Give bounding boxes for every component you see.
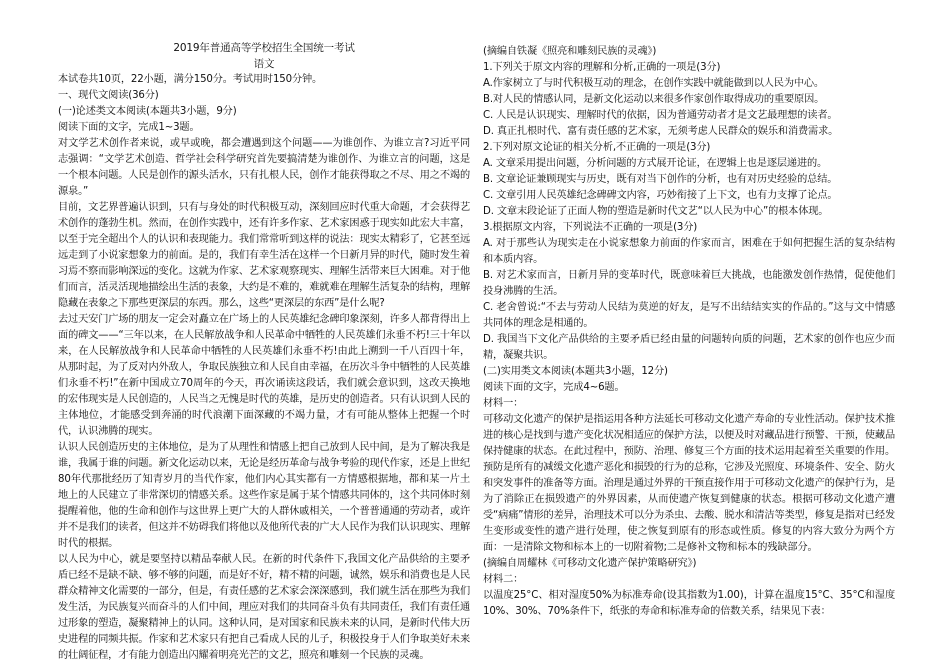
paragraph-2: 目前，文艺界普遍认识到，只有与身处的时代积极互动，深刻回应时代重大命题，才会获得艺术创作的蓬勃生机。然而，在创作实践中，还有许多作家、艺术家困惑于现实如此宏大丰富，以至于完全超出个人的认识和表现能力。我们常常听到这样的说法：现实太精彩了，它甚至远远走到了小说家想象力的前面。是的，我们有幸生活在这样一个日新月异的时代，随时发生着习焉不察而影响深远的变化。这就为作家、艺术家观察现实、理解生活带来巨大困难。对于他们而言，活灵活现地描绘出生活的表象，大约是不难的，难就难在理解生活复杂的结构，理解隐藏在表象之下那些更深层的东西。那么，这些“更深层的东西”是什么呢? [58, 202, 470, 309]
q3-option-a: A. 对于那些认为现实走在小说家想象力前面的作家而言，困难在于如何把握生活的复杂结构和本质内容。 [483, 238, 895, 265]
subject-title: 语文 [253, 58, 275, 70]
material-two-text: 以温度25°C、相对湿度50%为标准寿命(设其指数为1.00)，计算在温度15°C、35°C和湿度10%、30%、70%条件下，纸张的寿命和标准寿命的倍数关系，结果见下表： [483, 590, 895, 617]
exam-title: 2019年普通高等学校招生全国统一考试 [173, 42, 355, 54]
q2-option-b: B. 文章论证兼顾现实与历史，既有对当下创作的分析，也有对历史经验的总结。 [483, 174, 838, 185]
material-one-label: 材料一： [483, 398, 524, 409]
q3-option-c: C. 老舍曾说:“不去与劳动人民结为莫逆的好友，是写不出结结实实的作品的。”这与文中情感共同体的理念是相通的。 [483, 302, 895, 329]
q2-option-d: D. 文章末段论证了正面人物的塑造是新时代文艺“以人民为中心”的根本体现。 [483, 206, 829, 217]
question-2: 2.下列对原文论证的相关分析,不正确的一项是(3分) [483, 142, 711, 153]
sub-heading: (一)论述类文本阅读(本题共3小题，9分) [58, 106, 237, 117]
material-two-label: 材料二： [483, 574, 524, 585]
paragraph-3: 去过天安门广场的朋友一定会对矗立在广场上的人民英雄纪念碑印象深刻，许多人都背得出上面的碑文——“三年以来，在人民解放战争和人民革命中牺牲的人民英雄们永垂不朽!三十年以来，在人民解放战争和人民革命中牺牲的人民英雄们永垂不朽!由此上溯到一千八百四十年，从那时起，为了反对内外敌人，争取民族独立和人民自由幸福，在历次斗争中牺牲的人民英雄们永垂不朽!”在新中国成立70周年的今天，再次诵读这段话，我们就会意识到，这改天换地的宏伟现实是人民创造的，人民当之无愧是时代的英雄，是历史的创造者。只有认识到人民的主体地位，才能感受到奔涌的时代浪潮下面深藏的不竭力量，才有可能从整体上把握一个时代，认识沸腾的现实。 [58, 314, 470, 437]
left-column [58, 40, 470, 664]
material-one-text: 可移动文化遗产的保护是指运用各种方法延长可移动文化遗产寿命的专业性活动。保护技术推进的核心是找到与遗产变化状况相适应的保护方法，以便及时对藏品进行预警、干预，使藏品保持健康的状态。在此过程中，预防、治理、修复三个方面的技术运用起着至关重要的作用。预防是所有的减缓文化遗产恶化和损毁的行为的总称，它涉及光照度、环境条件、安全、防火和突发事件的准备等方面。治理是通过外界的干预直接作用于可移动文化遗产的保护行为，是为了消除正在损毁遗产的外界因素，从而使遗产恢复到健康的状态。根据可移动文化遗产遭受“病痛”情形的差异，治理技术可以分为杀虫、去酸、脱水和清洁等类型，修复是指对已经发生变形或变性的遗产进行处理，使之恢复到原有的形态或性质。修复的内容大致分为两个方面：一是清除文物和标本上的一切附着物;二是修补文物和标本的残缺部分。 [483, 414, 895, 553]
q1-option-d: D. 真正扎根时代、富有责任感的艺术家，无须考虑人民群众的娱乐和消费需求。 [483, 126, 839, 137]
q3-option-b: B. 对艺术家而言，日新月异的变革时代，既意味着巨大挑战，也能激发创作热情，促使他们投身沸腾的生活。 [483, 270, 895, 297]
paragraph-5: 以人民为中心，就是要坚持以精品奉献人民。在新的时代条件下,我国文化产品供给的主要矛盾已经不是缺不缺、够不够的问题，而是好不好，精不精的问题，诚然，娱乐和消费也是人民群众精神文化需要的一部分，但是，有责任感的艺术家会深深感到，我们就生活在那些为我们发生活，为民族复兴而奋斗的人们中间，理应对我们的共同奋斗负有共同责任，我们有责任通过形象的塑造，凝聚精神上的认同。这种认同，是对国家和民族未来的认同，是新时代伟大历史进程的同频共振。作家和艺术家只有把自己看成人民的儿子，积极投身于人们争取美好未来的壮阔征程，才有能力创造出闪耀着明亮光芒的文艺，照亮和雕刻一个民族的灵魂。 [58, 554, 470, 661]
q2-option-a: A. 文章采用提出问题，分析问题的方式展开论证，在逻辑上也是逐层递进的。 [483, 158, 828, 169]
q3-option-d: D. 我国当下文化产品供给的主要矛盾已经由量的问题转向质的问题，艺术家的创作也应少而精，凝聚共识。 [483, 334, 895, 361]
section-heading: 一、现代文阅读(36分) [58, 90, 159, 101]
q1-option-a: A.作家树立了与时代积极互动的理念，在创作实践中就能做到以人民为中心。 [483, 78, 824, 89]
reading-prompt-two: 阅读下面的文字，完成4~6题。 [483, 382, 625, 393]
q2-option-c: C. 文章引用人民英雄纪念碑碑文内容，巧妙衔接了上下文，也有力支撑了论点。 [483, 190, 838, 201]
instructions: 本试卷共10页，22小题，满分150分。考试用时150分钟。 [58, 74, 323, 85]
reading-prompt: 阅读下面的文字，完成1~3题。 [58, 122, 200, 133]
right-column [483, 44, 895, 620]
q1-option-b: B.对人民的情感认同，是新文化运动以来很多作家创作取得成功的重要原因。 [483, 94, 825, 105]
sub-heading-two: (二)实用类文本阅读(本题共3小题，12分) [483, 366, 668, 377]
paragraph-4: 认识人民创造历史的主体地位，是为了从理性和情感上把自己放到人民中间，是为了解决我是谁，我属于谁的问题。新文化运动以来，无论是经历革命与战争考验的现代作家，还是上世纪80年代那批经历了知青岁月的当代作家，他们内心其实都有一方情感根据地，都和某一片土地上的人民建立了非常深切的情感关系。这些作家是属于某个情感共同体的，这个共同体时刻提醒着他，他的生命和创作与这世界上更广大的人群休戚相关，一个普普通通的劳动者，或许并不是我们的读者，但这并不妨碍我们将他以及他所代表的广大人民作为我们认识现实、理解时代的根据。 [58, 442, 470, 549]
question-1: 1.下列关于原文内容的理解和分析,正确的一项是(3分) [483, 62, 721, 73]
material-one-source: (摘编自周耀林《可移动文化遗产保护策略研究》) [483, 558, 697, 569]
paragraph-1: 对文学艺术创作者来说，或早或晚，都会遭遇到这个问题——为谁创作、为谁立言?习近平同志强调：“文学艺术创造、哲学社会科学研究首先要搞清楚为谁创作、为谁立言的问题，这是一个根本问题。人民是创作的源头活水，只有扎根人民，创作才能获得取之不尽、用之不竭的源泉。” [58, 138, 470, 197]
article-source: (摘编自铁凝《照亮和雕刻民族的灵魂》) [483, 46, 657, 57]
question-3: 3.根据原文内容，下列说法不正确的一项是(3分) [483, 222, 698, 233]
q1-option-c: C. 人民是认识现实、理解时代的依据，因为普通劳动者才是文艺最理想的读者。 [483, 110, 838, 121]
